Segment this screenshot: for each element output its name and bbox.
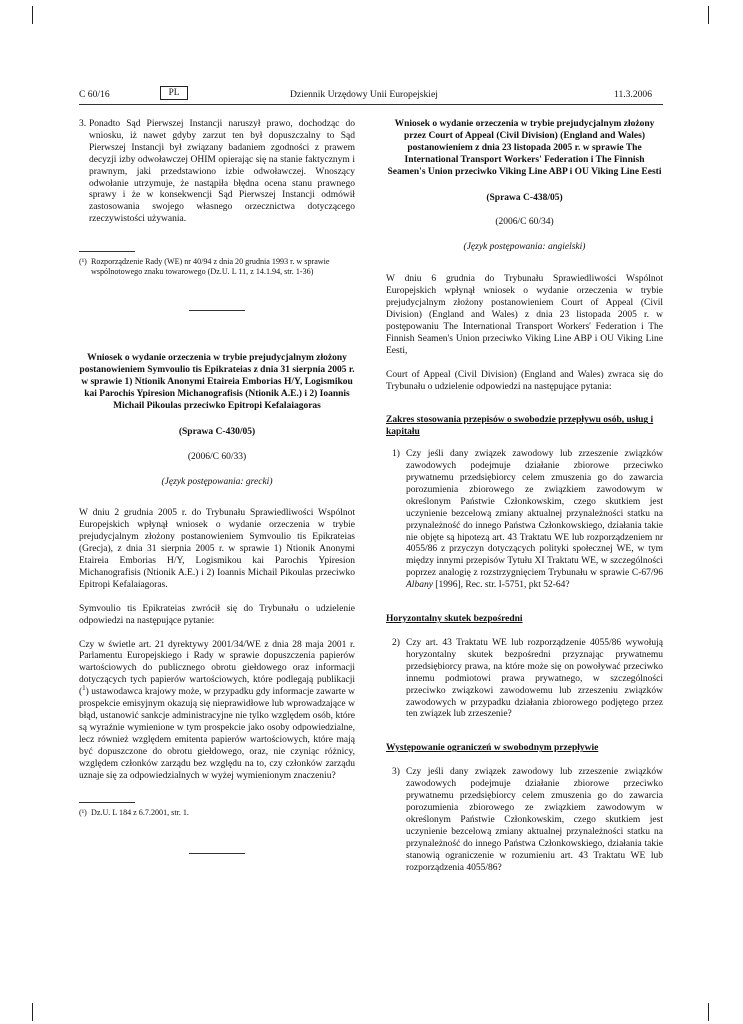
footnote-2-mark: (¹) xyxy=(79,808,87,818)
item-3-number: 3. xyxy=(79,119,87,129)
case-number-c430: (Sprawa C-430/05) xyxy=(178,426,256,437)
footnote-1 xyxy=(79,257,355,277)
case-language-c438: (Język postępowania: angielski) xyxy=(463,242,586,253)
page-reference: C 60/16 xyxy=(79,89,110,100)
footnote-2-text: Dz.U. L 184 z 6.7.2001, str. 1. xyxy=(91,808,189,818)
section-heading-restrictions: Występowanie ograniczeń w swobodnym przepływie xyxy=(386,743,599,754)
footnote-rule xyxy=(79,251,135,252)
question-1-text xyxy=(406,449,663,592)
question-1-number: 1) xyxy=(392,449,400,460)
footnote-rule-2 xyxy=(79,802,135,803)
case-language-c430: (Język postępowania: grecki) xyxy=(161,476,273,487)
question-3-number: 3) xyxy=(392,767,400,778)
crop-mark-bottom-left xyxy=(32,1003,33,1021)
case-name-albany: Albany xyxy=(406,580,433,591)
question-1 xyxy=(386,449,663,592)
question-2-number: 2) xyxy=(392,638,400,648)
question-3-text: Czy jeśli dany związek zawodowy lub zrzeszenie związków zawodowych podejmuje działanie zbiorowe przeciwko prywatnemu przedsiębiorcy celem zmuszenia go do zawarcia porozumienia zbiorowego ze związkiem zawodowym w określonym Państwie Członkowskim, czego skutkiem jest uczynienie bezcelową zmiany aktualnej przynależności statku na przynależność do innego Państwa Członkowskiego, działania takie stanowią ograniczenie w rozumieniu art. 43 Traktatu WE lub rozporządzenia 4055/86? xyxy=(406,767,663,873)
publication-date: 11.3.2006 xyxy=(614,89,653,100)
question-2-text: Czy art. 43 Traktatu WE lub rozporządzenie 4055/86 wywołują horyzontalny skutek bezpośredni przyznając prywatnemu przedsiębiorcy prawa, na które może się on powoływać przeciwko innemu podmiotowi prawa prywatnego, w szczególności przeciwko związkowi zawodowemu lub zrzeszeniu związków zawodowych w przypadku działania zbiorowego podjętego przez ten związek lub zrzeszenie? xyxy=(406,638,663,720)
question-c430-part-a: Czy w świetle art. 21 dyrektywy 2001/34/WE z dnia 28 maja 2001 r. Parlamentu Europejskiego i Rady w sprawie dopuszczenia papierów wartościowych do publicznego obrotu giełdowego oraz informacji dotyczących tych papierów wartościowych, które podlegają publikacji ( xyxy=(79,639,355,698)
crop-mark-top-left xyxy=(32,6,33,24)
paragraph-intro-c438: W dniu 6 grudnia do Trybunału Sprawiedliwości Wspólnot Europejskich wpłynął wniosek o wydanie orzeczenia w trybie prejudycjalnym złożony postanowieniem Court of Appeal (Civil Division) (England and Wales) z dnia 23 listopada 2005 r. w postępowaniu The International Transport Workers' Federation i The Finnish Seamen's Union przeciwko Viking Line ABP i OU Viking Line Eesti, xyxy=(386,274,663,356)
journal-title: Dziennik Urzędowy Unii Europejskiej xyxy=(290,89,438,100)
left-column xyxy=(79,119,355,854)
case-number-c438: (Sprawa C-438/05) xyxy=(486,192,563,203)
paragraph-question-lead-c430: Symvoulio tis Epikrateias zwrócił się do Trybunału o udzielenie odpowiedzi na następujące pytanie: xyxy=(79,603,355,626)
footnote-ref: 1 xyxy=(82,684,86,693)
paragraph-intro-c430: W dniu 2 grudnia 2005 r. do Trybunału Sprawiedliwości Wspólnot Europejskich wpłynął wniosek o wydanie orzeczenia w trybie prejudycjalnym złożony postanowieniem Symvoulio tis Epikrateias (Grecja), z dnia 31 sierpnia 2005 r. w sprawie 1) Ntionik Anonymi Etaireia Emborias H/Y, Logismikou kai Parochis Ypiresion Michanografisis (Ntionik A.E.) i 2) Ioannis Michail Pikoulas przeciwko Epitropi Kefalaiagoras. xyxy=(79,508,355,590)
language-box: PL xyxy=(160,86,188,100)
crop-mark-top-right xyxy=(708,6,709,24)
paragraph-question-lead-c438: Court of Appeal (Civil Division) (England and Wales) zwraca się do Trybunału o udzielenie odpowiedzi na następujące pytania: xyxy=(386,369,663,392)
section-separator xyxy=(189,310,245,311)
crop-mark-bottom-right xyxy=(708,1003,709,1021)
question-2 xyxy=(386,638,663,721)
footnote-1-text: Rozporządzenie Rady (WE) nr 40/94 z dnia 20 grudnia 1993 r. w sprawie wspólnotowego znaku towarowego (Dz.U. L 11, z 14.1.94, str. 1-36) xyxy=(91,257,330,277)
case-title-c438: Wniosek o wydanie orzeczenia w trybie prejudycjalnym złożony przez Court of Appeal (Civil Division) (England and Wales) postanowieniem z dnia 23 listopada 2005 r. w sprawie The International Transport Workers' Federation i The Finnish Seamen's Union przeciwko Viking Line ABP i OU Viking Line Eesti xyxy=(387,119,662,177)
right-column xyxy=(386,119,663,874)
footnote-1-mark: (¹) xyxy=(79,257,87,267)
footnote-2 xyxy=(79,808,355,818)
header-rule xyxy=(79,104,663,105)
question-3 xyxy=(386,767,663,874)
item-3-text: Ponadto Sąd Pierwszej Instancji naruszył prawo, dochodząc do wniosku, iż nawet gdyby zarzut ten był dopuszczalny to Sąd Pierwszej Instancji był związany badaniem zgodności z prawem decyzji izby odwoławczej OHIM opierając się na stanie faktycznym i prawnym, jaki przedstawiono izbie odwoławczej. Wnoszący odwołanie utrzymuje, że nastąpiła błędna ocena stanu prawnego sprawy i że w konsekwencji Sąd Pierwszej Instancji odmówił zastosowania swojego własnego orzecznictwa dotyczącego rzeczywistości używania. xyxy=(89,119,355,225)
question-1-part-b: [1996], Rec. str. I-5751, pkt 52-64? xyxy=(432,580,570,591)
case-title-c430: Wniosek o wydanie orzeczenia w trybie prejudycjalnym złożony postanowieniem Symvoulio tis Epikrateias z dnia 31 sierpnia 2005 r. w sprawie 1) Ntionik Anonymi Etaireia Emborias H/Y, Logismikou kai Parochis Ypiresion Michanografisis (Ntionik A.E.) i 2) Ioannis Michail Pikoulas przeciwko Epitropi Kefalaiagoras xyxy=(79,353,355,411)
case-reference-c430: (2006/C 60/33) xyxy=(187,451,247,462)
question-c430 xyxy=(79,640,355,783)
item-3 xyxy=(79,119,355,226)
question-c430-part-b: ) ustawodawca krajowy może, w przypadku gdy informacje zawarte w prospekcie emisyjnym okazują się nieprawidłowe lub wprowadzające w błąd, ustanowić sankcje administracyjne nie tylko względem osób, które są wyraźnie wymienione w tym prospekcie jako osoby odpowiedzialne, lecz również względem emitenta papierów wartościowych, które mają być dopuszczone do obrotu giełdowego, oraz, nie czyniąc różnicy, względem członków zarządu bez względu na to, czy członków zarządu uznaje się za odpowiedzialnych w wyżej wymienionym znaczeniu? xyxy=(79,687,355,781)
question-1-part-a: Czy jeśli dany związek zawodowy lub zrzeszenie związków zawodowych podejmuje działanie zbiorowe przeciwko prywatnemu przedsiębiorcy celem zmuszenia go do zawarcia porozumienia zbiorowego ze związkiem zawodowym w określonym Państwie Członkowskim, czego skutkiem jest uczynienie bezcelową zmiany aktualnej przynależności statku na przynależność do innego Państwa Członkowskiego, działania takie nie objęte są hipotezą art. 43 Traktatu WE lub rozporządzeniem nr 4055/86 z przyczyn dotyczących polityki społecznej WE, w tym między innymi przepisów Tytułu XI Traktatu WE, w szczególności poprzez analogię z rozstrzygnięciem Trybunału w sprawie C-67/96 xyxy=(406,449,663,579)
section-separator-bottom xyxy=(189,853,245,854)
section-heading-scope: Zakres stosowania przepisów o swobodzie przepływu osób, usług i kapitału xyxy=(386,415,654,438)
case-reference-c438: (2006/C 60/34) xyxy=(495,217,554,228)
section-heading-direct-effect: Horyzontalny skutek bezpośredni xyxy=(386,614,523,625)
